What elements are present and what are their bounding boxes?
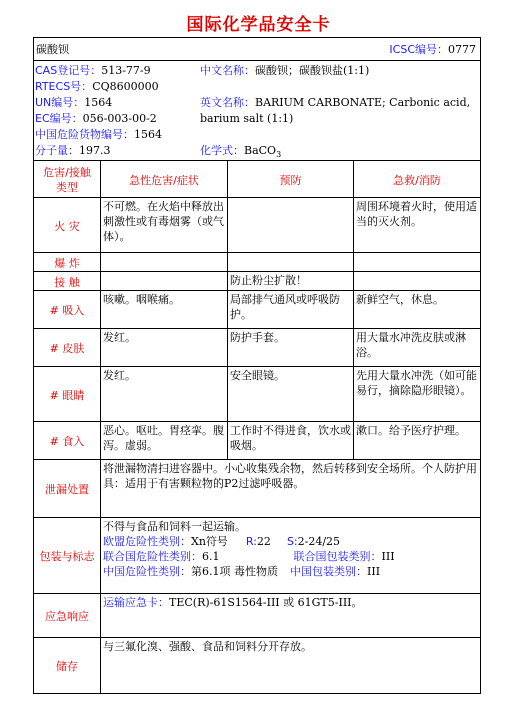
emergency-section: 应急响应 运输应急卡：TEC(R)-61S1564-III 或 61GT5-III。 [34,593,480,638]
table-row: 火 灾 不可燃。在火焰中释放出刺激性或有毒烟雾（或气体）。 周围环境着火时，使用适当的灭火剂。 [34,197,480,253]
table-row: # 食入 恶心。呕吐。胃痉挛。腹泻。虚弱。 工作时不得进食，饮水或吸烟。 漱口。给予医疗护理。 [34,421,480,460]
col-firstaid: 急救/消防 [353,161,480,198]
packaging-section: 包装与标志 不得与食品和饲料一起运输。 欧盟危险性类别：Xn符号 R:22 S:2-24/25 联合国危险性类别：6.1 联合国包装类别：III 中国危险性类别：第6.1项 毒性物质 中国包装类别：III [34,517,480,594]
col-prevention: 预防 [227,161,353,198]
icsc-number: ICSC编号：0777 [389,43,476,56]
col-hazard: 急性危害/症状 [100,161,227,198]
storage-section: 储存 与三氟化溴、强酸、食品和饲料分开存放。 [34,637,480,694]
english-name-line-2: barium salt (1:1) [200,112,294,125]
cas-line: CAS登记号：513-77-9 [35,64,151,77]
table-header [34,160,480,198]
table-row: # 吸入 咳嗽。咽喉痛。 局部排气通风或呼吸防护。 新鲜空气，休息。 [34,290,480,329]
formula-line: 化学式：BaCO$_3$ [200,144,282,160]
substance-name: 碳酸钡 [36,43,69,56]
table-row: 爆 炸 [34,252,480,272]
table-row: 接 触 防止粉尘扩散！ [34,271,480,291]
ec-line: EC编号：056-003-00-2 [35,112,157,125]
safety-card [33,37,481,694]
rtecs-line: RTECS号：CQ8600000 [35,80,159,93]
table-row: # 眼睛 发红。 安全眼镜。 先用大量水冲洗（如可能易行，摘除隐形眼镜）。 [34,366,480,422]
chinese-name-line: 中文名称：碳酸钡；碳酸钡盐(1:1) [200,64,370,77]
page-title: 国际化学品安全卡 [186,15,331,35]
english-name-line: 英文名称：BARIUM CARBONATE; Carbonic acid, [200,96,471,109]
molecular-weight-line: 分子量：197.3 [35,144,111,157]
table-row: # 皮肤 发红。 防护手套。 用大量水冲洗皮肤或淋浴。 [34,328,480,367]
spill-section: 泄漏处置 将泄漏物清扫进容器中。小心收集残余物，然后转移到安全场所。个人防护用具：适用于有害颗粒物的P2过滤呼吸器。 [34,459,480,518]
un-line: UN编号：1564 [35,96,113,109]
cn-dangerous-goods-line: 中国危险货物编号：1564 [35,128,162,141]
col-type: 危害/接触类型 [43,165,91,194]
